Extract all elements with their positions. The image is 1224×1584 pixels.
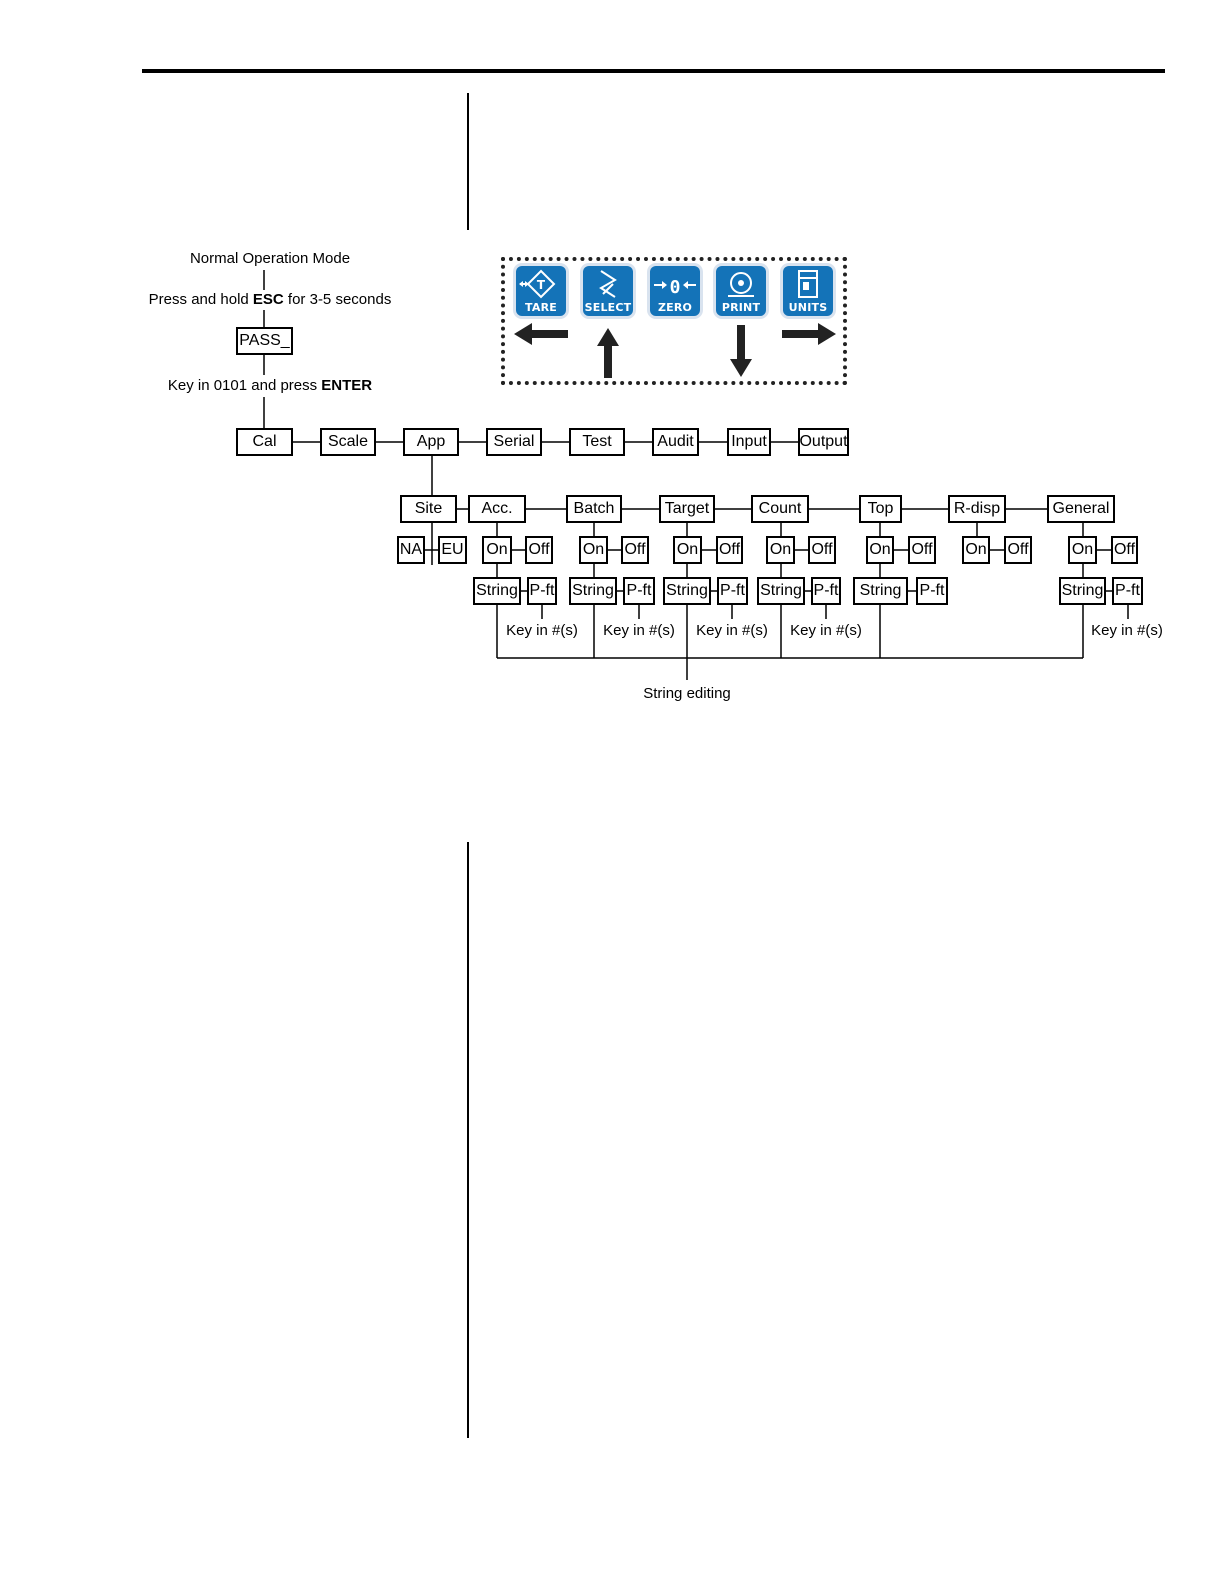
top-on[interactable]: On [866,536,894,564]
tare-key[interactable] [513,263,569,319]
submenu-site[interactable]: Site [400,495,457,523]
r-disp-off[interactable]: Off [1004,536,1032,564]
zero-key[interactable] [647,263,703,319]
zero-key-label: ZERO [657,301,693,314]
target-key-in-label: Key in #(s) [696,622,768,639]
acc-on[interactable]: On [482,536,512,564]
submenu-top[interactable]: Top [859,495,902,523]
general-key-in-label: Key in #(s) [1091,622,1163,639]
target-pft[interactable]: P-ft [717,577,748,605]
batch-string[interactable]: String [569,577,617,605]
print-key[interactable] [713,263,769,319]
units-key[interactable] [780,263,836,319]
batch-on[interactable]: On [579,536,608,564]
count-pft[interactable]: P-ft [811,577,841,605]
tare-key-label: TARE [525,301,557,314]
top-off[interactable]: Off [908,536,936,564]
normal-mode-label: Normal Operation Mode [189,250,351,267]
menu-serial[interactable]: Serial [486,428,542,456]
count-on[interactable]: On [766,536,795,564]
select-key[interactable] [580,263,636,319]
batch-off[interactable]: Off [621,536,649,564]
target-string[interactable]: String [663,577,711,605]
svg-text:T: T [536,278,546,292]
site-option-na[interactable]: NA [397,536,425,564]
target-on[interactable]: On [673,536,702,564]
menu-output[interactable]: Output [798,428,849,456]
general-string[interactable]: String [1059,577,1106,605]
acc-pft[interactable]: P-ft [527,577,557,605]
print-key-label: PRINT [721,301,761,314]
submenu-count[interactable]: Count [751,495,809,523]
press-hold-instruction: Press and hold ESC for 3-5 seconds [148,291,392,308]
submenu-acc[interactable]: Acc. [468,495,526,523]
batch-pft[interactable]: P-ft [623,577,655,605]
string-editing-label: String editing [643,685,731,702]
site-option-eu[interactable]: EU [438,536,467,564]
menu-app[interactable]: App [403,428,459,456]
menu-test[interactable]: Test [569,428,625,456]
key-in-instruction: Key in 0101 and press ENTER [167,377,373,394]
submenu-r-disp[interactable]: R-disp [948,495,1006,523]
count-string[interactable]: String [757,577,805,605]
units-key-label: UNITS [788,301,828,314]
submenu-batch[interactable]: Batch [566,495,622,523]
top-string[interactable]: String [853,577,908,605]
acc-off[interactable]: Off [525,536,553,564]
menu-input[interactable]: Input [727,428,771,456]
acc-string[interactable]: String [473,577,521,605]
select-key-label: SELECT [584,301,632,314]
submenu-target[interactable]: Target [659,495,715,523]
count-off[interactable]: Off [808,536,836,564]
r-disp-on[interactable]: On [962,536,990,564]
general-off[interactable]: Off [1111,536,1138,564]
count-key-in-label: Key in #(s) [790,622,862,639]
general-pft[interactable]: P-ft [1112,577,1143,605]
target-off[interactable]: Off [716,536,743,564]
top-pft[interactable]: P-ft [916,577,948,605]
menu-cal[interactable]: Cal [236,428,293,456]
pass-prompt: PASS_ [236,327,293,355]
acc-key-in-label: Key in #(s) [506,622,578,639]
menu-scale[interactable]: Scale [320,428,376,456]
menu-audit[interactable]: Audit [652,428,699,456]
svg-text:0: 0 [669,277,681,298]
batch-key-in-label: Key in #(s) [603,622,675,639]
general-on[interactable]: On [1068,536,1097,564]
submenu-general[interactable]: General [1047,495,1115,523]
